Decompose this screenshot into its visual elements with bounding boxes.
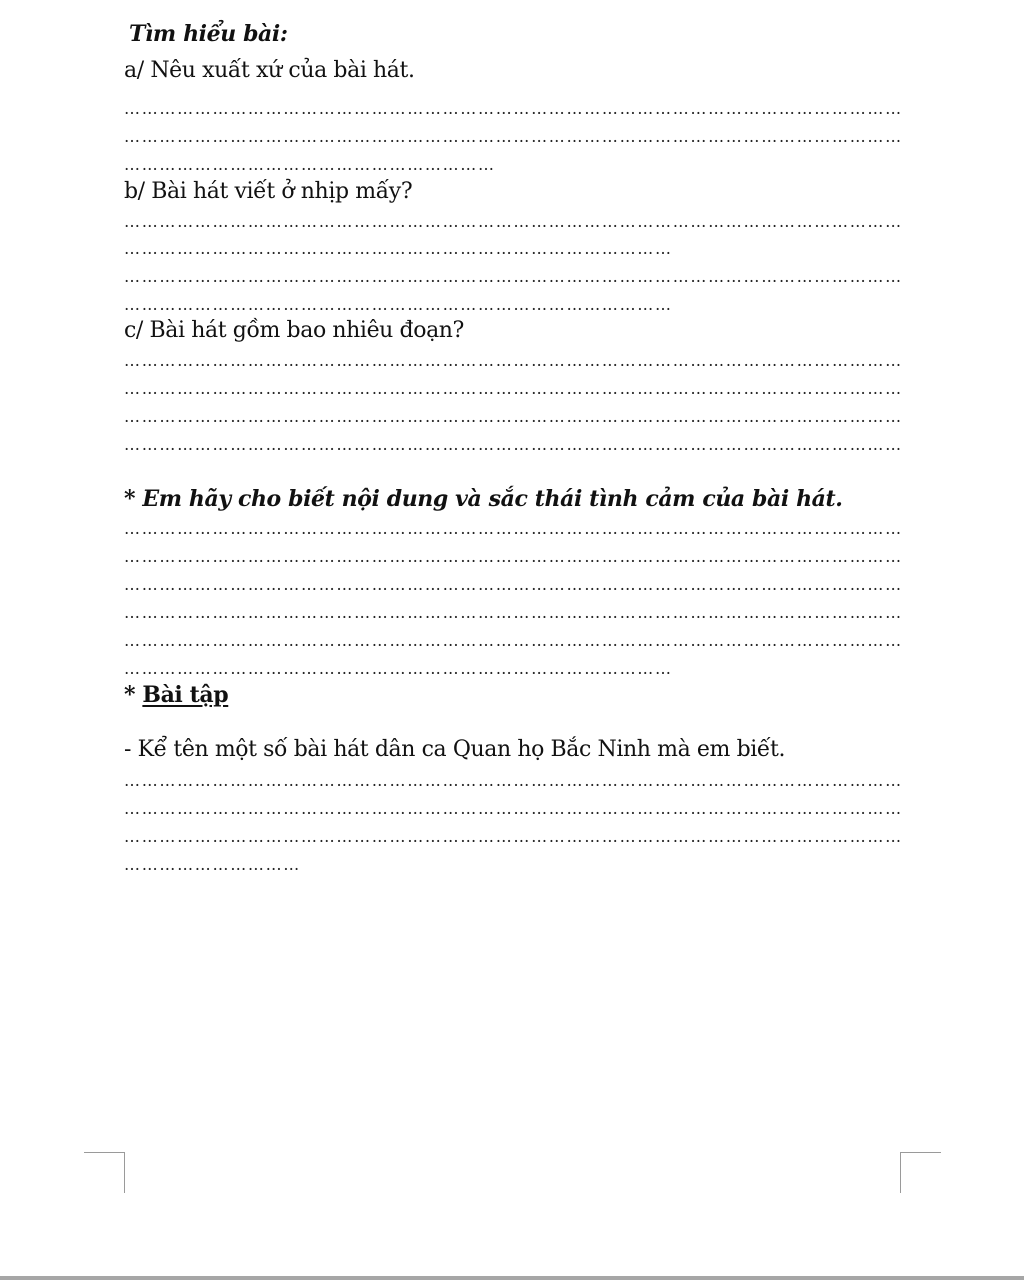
answer-line: …………………………………………………………………………………………………………………… bbox=[124, 407, 903, 426]
answer-line: ………………………… bbox=[124, 855, 301, 874]
answer-line: …………………………………………………………………………………………………………………… bbox=[124, 799, 903, 818]
answer-line: …………………………………………………………………………………………………………………… bbox=[124, 603, 903, 622]
answer-line: …………………………………………………………………………………………………………………… bbox=[124, 435, 903, 454]
margin-corner-mark-right bbox=[900, 1152, 941, 1193]
exercise-prompt: - Kể tên một số bài hát dân ca Quan họ Bắc Ninh mà em biết. bbox=[124, 737, 786, 762]
margin-corner-mark-left bbox=[84, 1152, 125, 1193]
answer-line: …………………………………………………………………………………………………………………… bbox=[124, 827, 903, 846]
exercise-title: Bài tập bbox=[142, 682, 229, 708]
answer-line: ……………………………………………………… bbox=[124, 155, 496, 174]
answer-line: ………………………………………………………………………………… bbox=[124, 239, 673, 258]
section-title: Tìm hiểu bài: bbox=[129, 21, 288, 47]
answer-line: …………………………………………………………………………………………………………………… bbox=[124, 575, 903, 594]
answer-line: …………………………………………………………………………………………………………………… bbox=[124, 379, 903, 398]
exercise-star: * bbox=[124, 682, 143, 708]
answer-line: …………………………………………………………………………………………………………………… bbox=[124, 212, 903, 231]
answer-line: …………………………………………………………………………………………………………………… bbox=[124, 631, 903, 650]
exercise-heading bbox=[124, 682, 228, 708]
answer-line: ………………………………………………………………………………… bbox=[124, 295, 673, 314]
answer-line: ………………………………………………………………………………… bbox=[124, 659, 673, 678]
answer-line: …………………………………………………………………………………………………………………… bbox=[124, 351, 903, 370]
question-b: b/ Bài hát viết ở nhịp mấy? bbox=[124, 179, 413, 204]
answer-line: …………………………………………………………………………………………………………………… bbox=[124, 99, 903, 118]
answer-line: …………………………………………………………………………………………………………………… bbox=[124, 519, 903, 538]
answer-line: …………………………………………………………………………………………………………………… bbox=[124, 771, 903, 790]
answer-line: …………………………………………………………………………………………………………………… bbox=[124, 547, 903, 566]
page-bottom-edge bbox=[0, 1276, 1024, 1280]
content-question: * Em hãy cho biết nội dung và sắc thái tình cảm của bài hát. bbox=[124, 486, 843, 512]
answer-line: …………………………………………………………………………………………………………………… bbox=[124, 127, 903, 146]
question-c: c/ Bài hát gồm bao nhiêu đoạn? bbox=[124, 318, 464, 343]
answer-line: …………………………………………………………………………………………………………………… bbox=[124, 267, 903, 286]
question-a: a/ Nêu xuất xứ của bài hát. bbox=[124, 58, 415, 83]
